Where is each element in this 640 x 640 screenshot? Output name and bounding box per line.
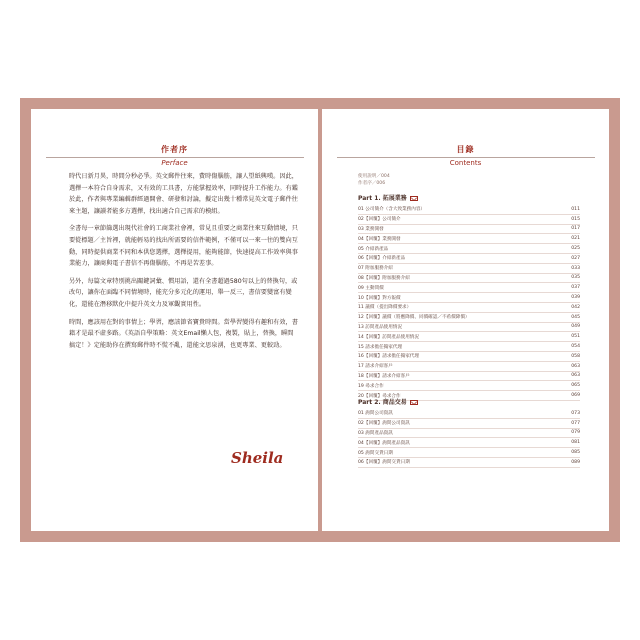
entry-page-number: 049	[571, 324, 580, 330]
entry-page-number: 081	[571, 440, 580, 446]
entry-title: 02【回覆】詢問公司資訊	[358, 421, 410, 427]
preface-paragraph: 另外，每篇文章特別挑出關鍵詞彙、慣用語，還有全書超過580句以上的替換句，或改句，讓你在面臨不同情境時，能充分多元化的運用，舉一反三，書信要變富有變化，還能在潛移默化中提升英文力及軍觀實用性。	[69, 277, 298, 308]
contents-entry	[358, 274, 580, 284]
entry-title: 19 尋求合作	[358, 383, 384, 389]
entry-title: 04【回覆】詢問產品資訊	[358, 440, 410, 446]
part-heading	[358, 397, 578, 406]
contents-heading	[322, 144, 609, 167]
envelope-icon	[410, 196, 418, 201]
entry-title: 07 附加服務介紹	[358, 266, 393, 272]
contents-entry	[358, 205, 580, 215]
entry-title: 02【回覆】公司簡介	[358, 217, 401, 223]
entry-page-number: 042	[571, 304, 580, 310]
contents-front-matter	[358, 173, 578, 187]
contents-entry	[358, 215, 580, 225]
entry-title: 09 主動問價	[358, 285, 384, 291]
entry-page-number: 065	[571, 383, 580, 389]
entry-title: 10【回覆】對方報價	[358, 295, 401, 301]
contents-list	[358, 409, 580, 468]
book-spread	[20, 98, 620, 542]
part-heading	[358, 193, 578, 202]
entry-title: 01 公司簡介（含大致業務內容）	[358, 207, 426, 213]
entry-title: 13 訪問產品使用情況	[358, 324, 403, 330]
contents-subtitle: Contents	[449, 159, 482, 167]
front-matter-item: 作者序／006	[358, 181, 386, 186]
preface-subtitle: Perface	[161, 159, 188, 167]
contents-entry	[358, 438, 580, 448]
preface-heading	[31, 144, 318, 167]
entry-page-number: 025	[571, 246, 580, 252]
entry-title: 16【回覆】請求擔任獨家代理	[358, 354, 419, 360]
entry-title: 04【回覆】業務開發	[358, 236, 401, 242]
contents-entry	[358, 283, 580, 293]
preface-paragraph: 時代日新月異，時間分秒必爭。英文郵件往來，費時傷腦筋，讓人望紙興嘆。因此，選擇一本符合自身需求，又有效的工具書，方能掌握效率，同時提升工作能力。有鑑於此，作者與專業編輯群經過開會、研發和討論，擬定出幾十種常見英文電子郵件往來主題，讓讀者能多方選擇，找出適合自己需求的模組。	[69, 173, 298, 215]
entry-page-number: 039	[571, 295, 580, 301]
entry-page-number: 079	[571, 430, 580, 436]
entry-page-number: 051	[571, 334, 580, 340]
entry-title: 03 業務開發	[358, 226, 384, 232]
contents-entry	[358, 381, 580, 391]
part-heading-label: Part 2. 商品交易	[358, 399, 407, 406]
entry-title: 06【回覆】介紹新產品	[358, 256, 406, 262]
contents-entry	[358, 419, 580, 429]
contents-entry	[358, 303, 580, 313]
contents-entry	[358, 352, 580, 362]
entry-title: 05 介紹新產品	[358, 246, 389, 252]
entry-title: 06【回覆】詢問交貨日期	[358, 460, 410, 466]
entry-page-number: 073	[571, 410, 580, 416]
preface-page	[31, 109, 318, 531]
envelope-icon	[410, 400, 418, 405]
entry-page-number: 027	[571, 255, 580, 261]
contents-title: 目錄	[456, 145, 475, 154]
contents-entry	[358, 458, 580, 468]
entry-page-number: 021	[571, 236, 580, 242]
contents-entry	[358, 429, 580, 439]
entry-title: 12【回覆】議價（將應降價、同價確認／不希價降價）	[358, 315, 470, 321]
entry-page-number: 063	[571, 363, 580, 369]
contents-entry	[358, 244, 580, 254]
preface-divider	[46, 157, 304, 158]
entry-page-number: 085	[571, 450, 580, 456]
entry-page-number: 011	[571, 206, 580, 212]
entry-title: 18【回覆】請求介紹客戶	[358, 373, 410, 379]
entry-page-number: 089	[571, 459, 580, 465]
entry-page-number: 069	[571, 393, 580, 399]
entry-title: 01 詢問公司資訊	[358, 411, 393, 417]
contents-entry	[358, 225, 580, 235]
contents-entry	[358, 293, 580, 303]
entry-page-number: 077	[571, 420, 580, 426]
preface-paragraph: 時間，應該用在對的事情上；學習，應該節省寶貴時間。當學習變得有趣和有效，書籍才是最不虛多路。《英語自學策略：英文Email懶人包，複製，貼上，替換，瞬間搞定！》定能助你在撰寫郵件時不慌不亂，還能文思泉湧，也更專業、更較勁。	[69, 318, 298, 349]
entry-title: 05 詢問交貨日期	[358, 450, 393, 456]
entry-title: 15 請求擔任獨家代理	[358, 344, 403, 350]
entry-page-number: 017	[571, 226, 580, 232]
contents-entry	[358, 409, 580, 419]
contents-entry	[358, 372, 580, 382]
contents-divider	[337, 157, 595, 158]
entry-page-number: 045	[571, 314, 580, 320]
entry-title: 08【回覆】附加服務介紹	[358, 275, 410, 281]
contents-entry	[358, 313, 580, 323]
entry-title: 17 請求介紹客戶	[358, 364, 393, 370]
contents-list	[358, 205, 580, 401]
entry-page-number: 037	[571, 285, 580, 291]
preface-body	[69, 171, 299, 357]
entry-title: 14【回覆】訪問產品使用情況	[358, 334, 419, 340]
contents-entry	[358, 342, 580, 352]
entry-page-number: 054	[571, 344, 580, 350]
contents-entry	[358, 264, 580, 274]
entry-page-number: 035	[571, 275, 580, 281]
contents-entry	[358, 254, 580, 264]
entry-page-number: 033	[571, 265, 580, 271]
preface-paragraph: 全書每一章節篩選出現代社會的工商業社會裡，常見且重要之商業往來互動情境，只要從標題／主旨裡，就能輕易的找出所需要的信件範例，不僅可以一來一往的雙向互動，同時提供商業不同和本供您選擇，選擇提用，能夠能節，快速提高工作效率與事業能力，讓商與電子書信不再傷腦筋，不再是苦差事。	[69, 225, 298, 268]
author-signature: Sheila	[231, 449, 284, 467]
front-matter-item: 使用說明／004	[358, 174, 390, 179]
contents-entry	[358, 234, 580, 244]
contents-page	[322, 109, 609, 531]
entry-title: 03 詢問產品資訊	[358, 430, 393, 436]
entry-title: 11 議價（提出降價要求）	[358, 305, 412, 311]
contents-entry	[358, 448, 580, 458]
contents-entry	[358, 323, 580, 333]
part-heading-label: Part 1. 拓展業務	[358, 195, 407, 202]
entry-page-number: 015	[571, 216, 580, 222]
contents-entry	[358, 332, 580, 342]
entry-page-number: 063	[571, 373, 580, 379]
contents-entry	[358, 362, 580, 372]
entry-page-number: 058	[571, 353, 580, 359]
preface-title: 作者序	[161, 145, 188, 154]
entry-title: 20【回覆】尋求合作	[358, 393, 401, 399]
